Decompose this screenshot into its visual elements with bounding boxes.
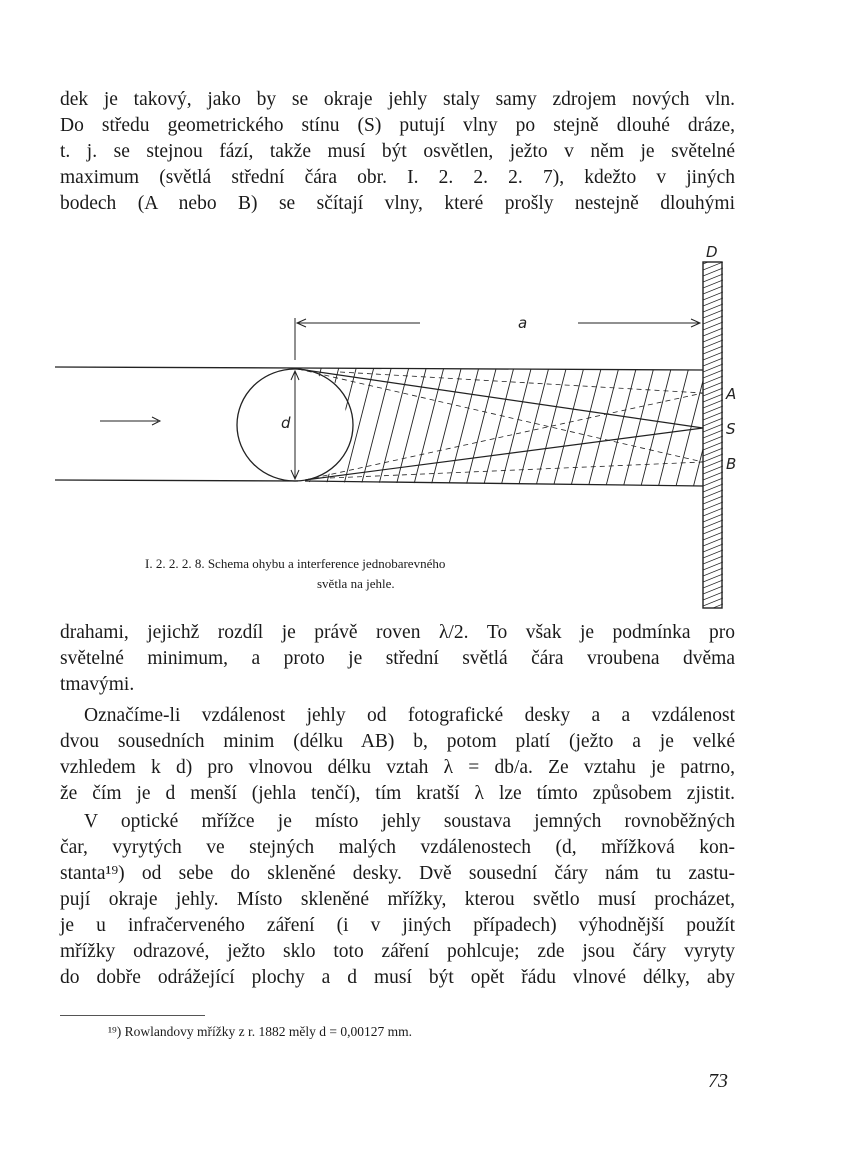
hatch-line bbox=[553, 365, 585, 490]
hatch-line bbox=[570, 365, 602, 490]
label-d: d bbox=[281, 414, 291, 432]
figure-caption-cont: světla na jehle. bbox=[317, 576, 395, 591]
d-dimension-arrow bbox=[291, 371, 299, 479]
hatch-line bbox=[325, 365, 357, 490]
plate-hatch-line bbox=[703, 292, 723, 300]
plate-hatch-line bbox=[703, 400, 723, 408]
plate-hatch-line bbox=[703, 286, 723, 294]
plate-hatch-line bbox=[703, 592, 723, 600]
label-A: A bbox=[726, 385, 737, 403]
plate-hatch-line bbox=[703, 442, 723, 450]
plate-hatch-line bbox=[703, 274, 723, 282]
text-line: do dobře odrážející plochy a d musí být opět řádu vlnové délky, aby bbox=[60, 967, 735, 988]
figure-caption: I. 2. 2. 2. 8. Schema ohybu a interference jednobarevného bbox=[145, 556, 446, 571]
plate-hatch-line bbox=[703, 388, 723, 396]
plate-hatch-line bbox=[703, 484, 723, 492]
label-S: S bbox=[726, 420, 736, 438]
label-B: B bbox=[726, 455, 737, 473]
footnote-divider bbox=[60, 1015, 205, 1016]
plate-hatch-line bbox=[703, 352, 723, 360]
hatch-line bbox=[605, 365, 637, 490]
plate-hatch-line bbox=[703, 454, 723, 462]
plate-hatch-line bbox=[703, 514, 723, 522]
plate-hatch-line bbox=[703, 568, 723, 576]
plate-hatch-line bbox=[703, 598, 723, 606]
text-line: drahami, jejichž rozdíl je právě roven λ/2. To však je podmínka pro bbox=[60, 622, 735, 643]
text-line: dvou sousedních minim (délku AB) b, potom platí (ježto a je velké bbox=[60, 731, 735, 752]
text-line: Označíme-li vzdálenost jehly od fotografické desky a a vzdálenost bbox=[84, 705, 735, 726]
beam-bottom-line bbox=[55, 480, 298, 481]
hatch-line bbox=[588, 365, 620, 490]
plate-hatch-line bbox=[703, 496, 723, 504]
hatch-line bbox=[500, 365, 532, 490]
text-line: t. j. se stejnou fází, takže musí být osvětlen, ježto v něm je světelné bbox=[60, 141, 735, 162]
plate-hatch-line bbox=[703, 424, 723, 432]
plate-hatch-line bbox=[703, 478, 723, 486]
plate-hatch-line bbox=[703, 358, 723, 366]
text-line: vzhledem k d) pro vlnovou délku vztah λ = db/a. Ze vztahu je patrno, bbox=[60, 757, 735, 778]
plate-hatch-line bbox=[703, 610, 723, 618]
plate-hatch-line bbox=[703, 394, 723, 402]
plate-hatch-line bbox=[703, 448, 723, 456]
plate-hatch-line bbox=[703, 322, 723, 330]
plate-hatch-line bbox=[703, 544, 723, 552]
plate-hatch-line bbox=[703, 460, 723, 468]
plate-hatch-line bbox=[703, 364, 723, 372]
hatch-line bbox=[623, 365, 655, 490]
text-line: čar, vyrytých ve stejných malých vzdálenostech (d, mřížková kon- bbox=[60, 837, 735, 858]
text-line: Do středu geometrického stínu (S) putují vlny po stejně dlouhé dráze, bbox=[60, 115, 735, 136]
plate-hatch-line bbox=[703, 334, 723, 342]
photographic-plate bbox=[703, 250, 723, 620]
input-arrow bbox=[100, 417, 160, 425]
plate-hatch-line bbox=[703, 376, 723, 384]
plate-hatch-line bbox=[703, 346, 723, 354]
plate-hatch-line bbox=[703, 520, 723, 528]
plate-hatch-line bbox=[703, 490, 723, 498]
hatch-line bbox=[413, 365, 445, 490]
plate-hatch-line bbox=[703, 418, 723, 426]
hatch-line bbox=[658, 365, 690, 490]
text-line: pují okraje jehly. Místo skleněné mřížky, kterou světlo musí procházet, bbox=[60, 889, 735, 910]
plate-hatch-line bbox=[703, 262, 723, 270]
beam-top-line bbox=[55, 367, 298, 368]
plate-hatch-line bbox=[703, 532, 723, 540]
label-a: a bbox=[518, 314, 528, 332]
text-line: dek je takový, jako by se okraje jehly staly samy zdrojem nových vln. bbox=[60, 89, 735, 110]
text-line: maximum (světlá střední čára obr. I. 2. 2. 2. 7), kdežto v jiných bbox=[60, 167, 735, 188]
page-number: 73 bbox=[708, 1070, 728, 1092]
plate-hatch-line bbox=[703, 310, 723, 318]
plate-hatch-line bbox=[703, 538, 723, 546]
plate-hatch-line bbox=[703, 280, 723, 288]
footnote: ¹⁹) Rowlandovy mřížky z r. 1882 měly d = 0,00127 mm. bbox=[108, 1024, 412, 1039]
hatch-line bbox=[378, 365, 410, 490]
plate-hatch-line bbox=[703, 406, 723, 414]
plate-hatch-line bbox=[703, 526, 723, 534]
text-line: mřížky odrazové, ježto sklo toto záření pohlcuje; zde jsou čáry vyryty bbox=[60, 941, 735, 962]
plate-hatch-line bbox=[703, 298, 723, 306]
plate-hatch-line bbox=[703, 340, 723, 348]
hatch-line bbox=[430, 365, 462, 490]
text-line: že čím je d menší (jehla tenčí), tím kratší λ lze tímto způsobem zjistit. bbox=[60, 783, 735, 804]
plate-hatch-line bbox=[703, 550, 723, 558]
plate-hatch-line bbox=[703, 382, 723, 390]
plate-hatch-line bbox=[703, 508, 723, 516]
text-line: je u infračerveného záření (i v jiných případech) výhodnější použít bbox=[60, 915, 735, 936]
plate-hatch-line bbox=[703, 562, 723, 570]
plate-hatch-line bbox=[703, 268, 723, 276]
plate-hatch-line bbox=[703, 580, 723, 588]
plate-hatch-line bbox=[703, 430, 723, 438]
plate-hatch-line bbox=[703, 370, 723, 378]
text-line: světelné minimum, a proto je střední světlá čára vroubena dvěma bbox=[60, 648, 735, 669]
text-line: V optické mřížce je místo jehly soustava jemných rovnoběžných bbox=[84, 811, 735, 832]
text-line: stanta¹⁹) od sebe do skleněné desky. Dvě sousední čáry nám tu zastu- bbox=[60, 863, 735, 884]
plate-hatch-line bbox=[703, 412, 723, 420]
plate-hatch-line bbox=[703, 328, 723, 336]
plate-hatch-line bbox=[703, 616, 723, 620]
plate-hatch-line bbox=[703, 586, 723, 594]
plate-hatch-line bbox=[703, 574, 723, 582]
plate-hatch-line bbox=[703, 472, 723, 480]
text-line: bodech (A nebo B) se sčítají vlny, které prošly nestejně dlouhými bbox=[60, 193, 735, 214]
plate-hatch-line bbox=[703, 466, 723, 474]
plate-hatch-line bbox=[703, 316, 723, 324]
plate-hatch-line bbox=[703, 556, 723, 564]
hatch-line bbox=[448, 365, 480, 490]
hatch-line bbox=[640, 365, 672, 490]
text-line: tmavými. bbox=[60, 674, 135, 695]
plate-hatch-line bbox=[703, 304, 723, 312]
plate-hatch-line bbox=[703, 502, 723, 510]
label-D: D bbox=[706, 243, 718, 261]
plate-hatch-line bbox=[703, 436, 723, 444]
a-dimension-arrow bbox=[297, 319, 700, 327]
